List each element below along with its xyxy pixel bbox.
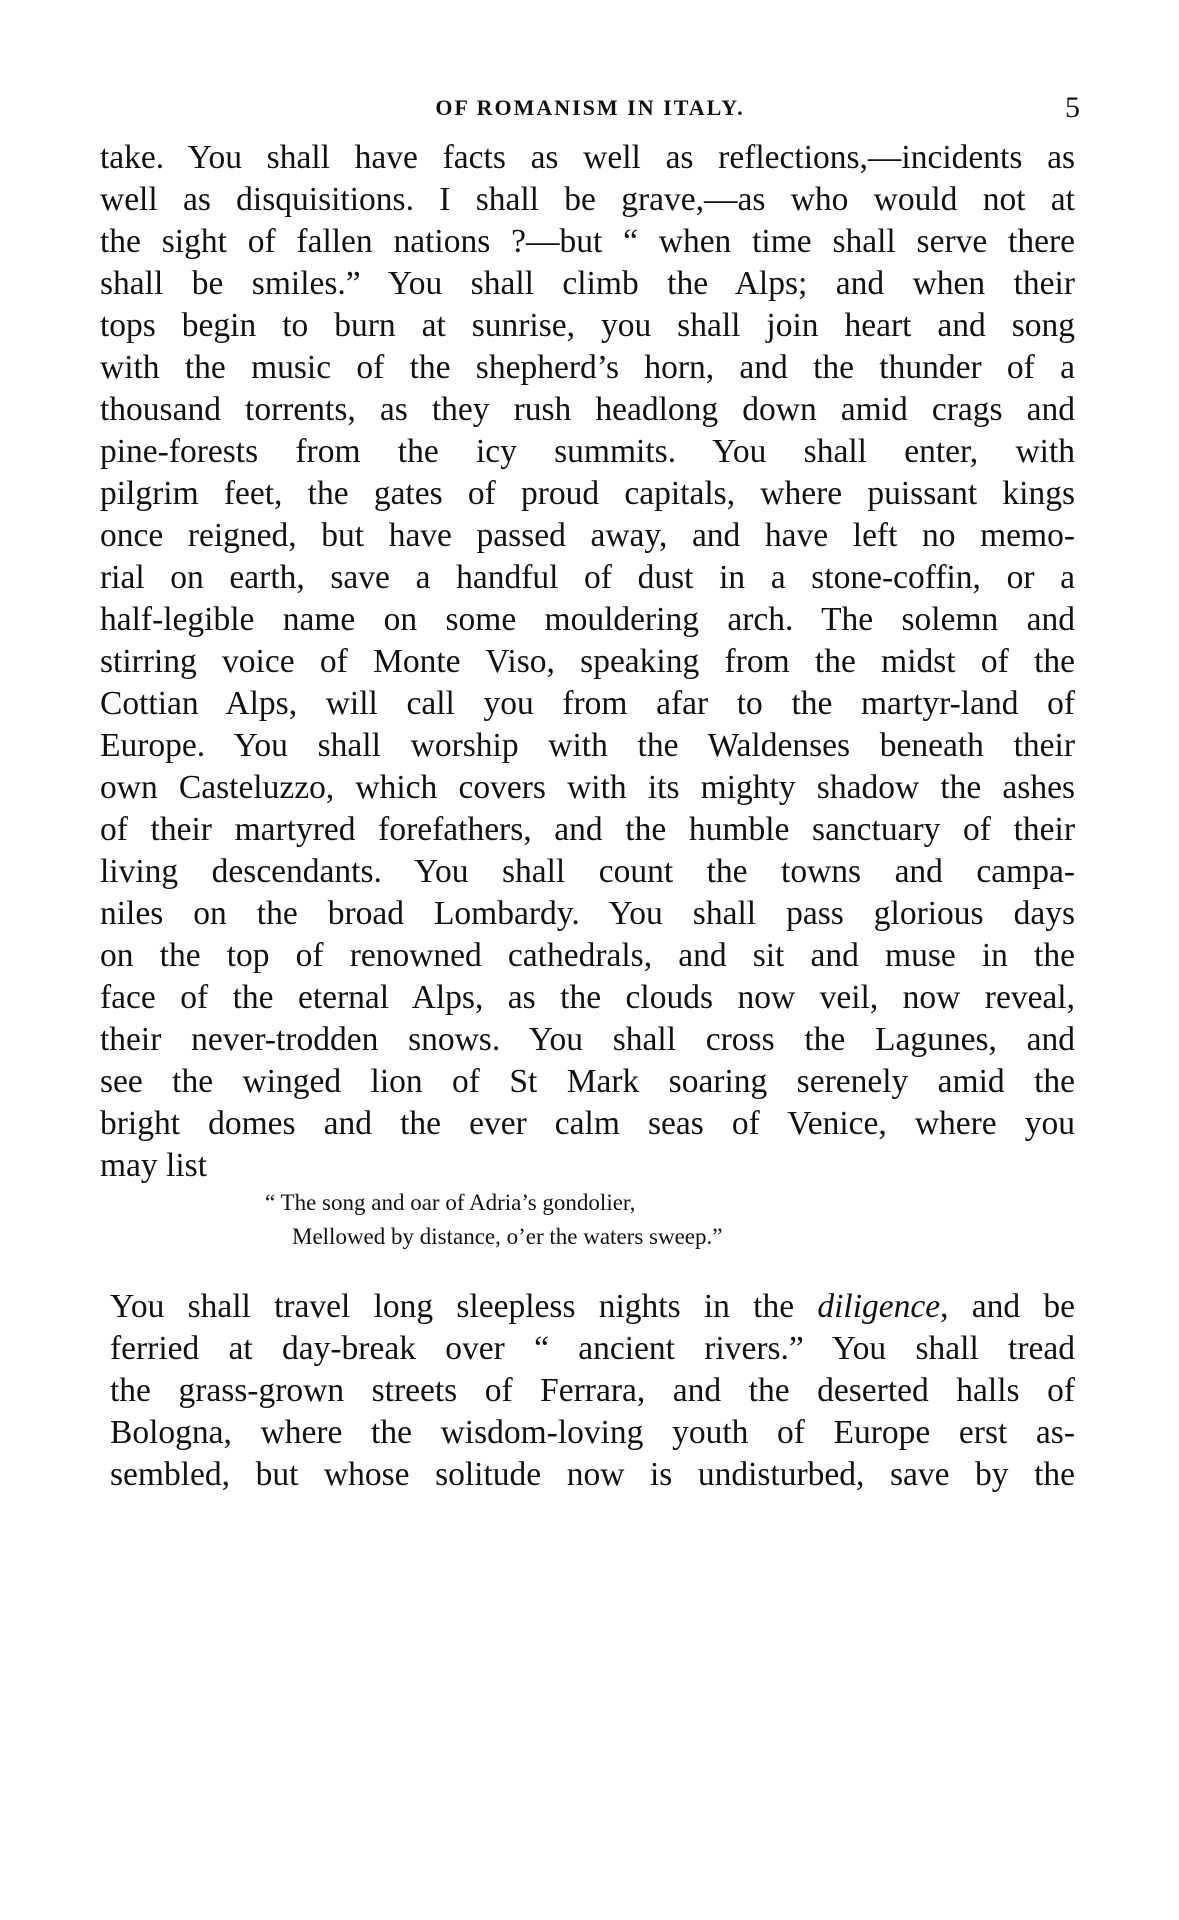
text-line: thousand torrents, as they rush headlong down amid crags and (100, 391, 1075, 428)
text-line: shall be smiles.” You shall climb the Alps; and when their (100, 265, 1075, 302)
text-line: Bologna, where the wisdom-loving youth of Europe erst as- (110, 1414, 1075, 1451)
text-line: ferried at day-break over “ ancient rivers.” You shall tread (110, 1330, 1075, 1367)
text-line: niles on the broad Lombardy. You shall pass glorious days (100, 895, 1075, 932)
text-line: well as disquisitions. I shall be grave,—as who would not at (100, 181, 1075, 218)
text-segment: , and be (940, 1288, 1075, 1325)
text-line: living descendants. You shall count the towns and campa- (100, 853, 1075, 890)
text-line: sembled, but whose solitude now is undisturbed, save by the (110, 1456, 1075, 1493)
text-line: once reigned, but have passed away, and have left no memo- (100, 517, 1075, 554)
text-line: stirring voice of Monte Viso, speaking from the midst of the (100, 643, 1075, 680)
text-line: rial on earth, save a handful of dust in a stone-coffin, or a (100, 559, 1075, 596)
text-line: own Casteluzzo, which covers with its mighty shadow the ashes (100, 769, 1075, 806)
italic-word: diligence (817, 1288, 941, 1325)
text-line: may list (100, 1147, 208, 1184)
verse-line: Mellowed by distance, o’er the waters sweep.” (292, 1224, 723, 1249)
text-line (110, 1286, 1075, 1328)
text-line: pilgrim feet, the gates of proud capitals, where puissant kings (100, 475, 1075, 512)
text-line: of their martyred forefathers, and the humble sanctuary of their (100, 811, 1075, 848)
text-line: take. You shall have facts as well as reflections,—incidents as (100, 139, 1075, 176)
page-number: 5 (1065, 91, 1080, 124)
text-line: with the music of the shepherd’s horn, and the thunder of a (100, 349, 1075, 386)
text-line: their never-trodden snows. You shall cross the Lagunes, and (100, 1021, 1075, 1058)
running-title: OF ROMANISM IN ITALY. (435, 95, 745, 120)
text-line: on the top of renowned cathedrals, and sit and muse in the (100, 937, 1075, 974)
text-line: Cottian Alps, will call you from afar to the martyr-land of (100, 685, 1075, 722)
text-line: Europe. You shall worship with the Waldenses beneath their (100, 727, 1075, 764)
running-head (100, 91, 1080, 129)
verse-line: “ The song and oar of Adria’s gondolier, (265, 1190, 636, 1215)
text-line: bright domes and the ever calm seas of Venice, where you (100, 1105, 1075, 1142)
text-line: face of the eternal Alps, as the clouds now veil, now reveal, (100, 979, 1075, 1016)
text-line: pine-forests from the icy summits. You shall enter, with (100, 433, 1075, 470)
text-line: half-legible name on some mouldering arch. The solemn and (100, 601, 1075, 638)
text-segment: You shall travel long sleepless nights in the (110, 1288, 818, 1325)
text-line: the sight of fallen nations ?—but “ when time shall serve there (100, 223, 1075, 260)
text-line: see the winged lion of St Mark soaring serenely amid the (100, 1063, 1075, 1100)
text-line: tops begin to burn at sunrise, you shall join heart and song (100, 307, 1075, 344)
text-line: the grass-grown streets of Ferrara, and the deserted halls of (110, 1372, 1075, 1409)
